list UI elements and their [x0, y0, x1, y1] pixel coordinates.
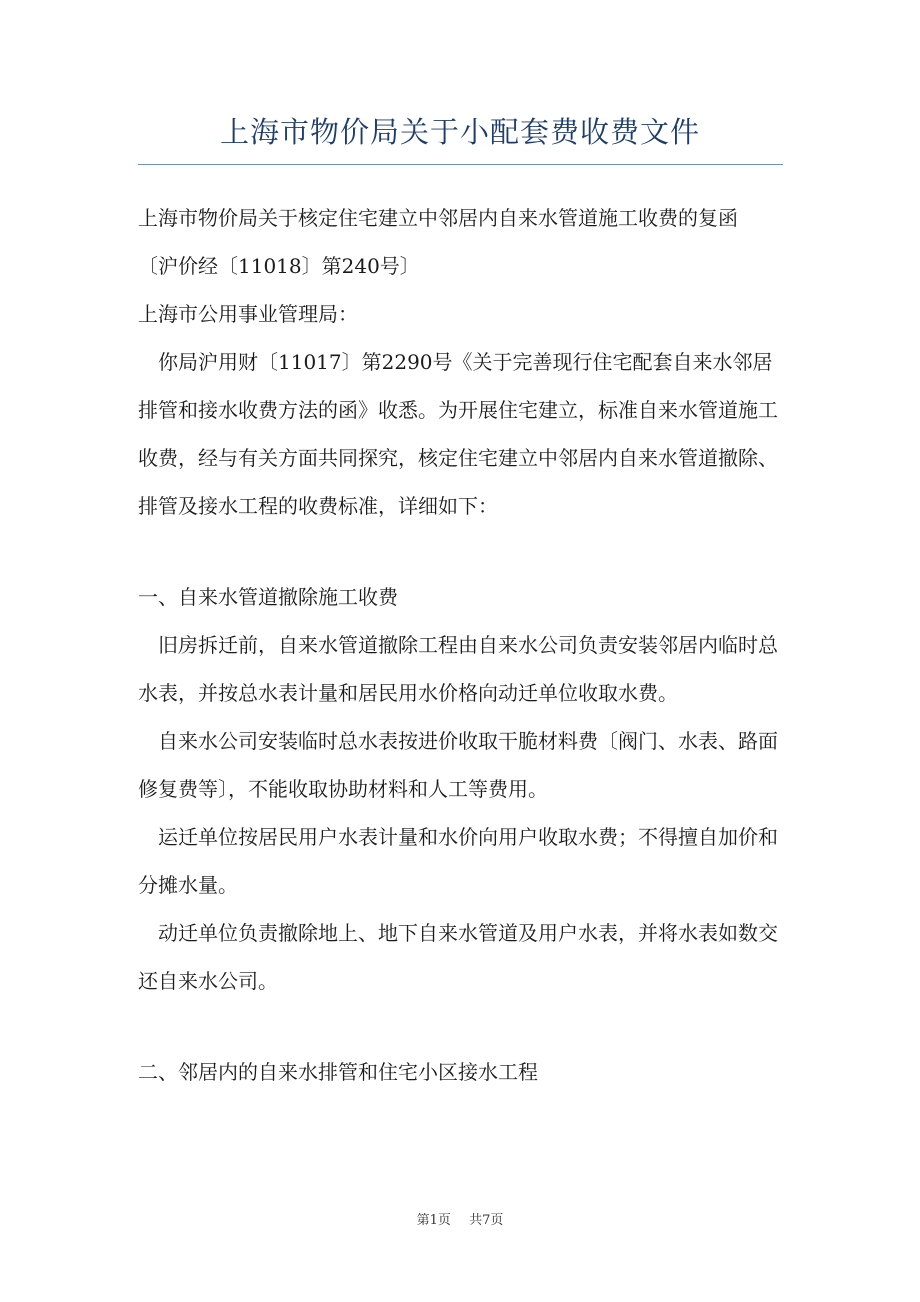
document-title: 上海市物价局关于小配套费收费文件 — [219, 115, 700, 149]
section-spacer — [138, 530, 788, 573]
section-1-paragraph: 自来水公司安装临时总水表按进价收取干脆材料费〔阀门、水表、路面修复费等〕，不能收取协助材料和人工等费用。 — [138, 729, 778, 801]
page-footer — [0, 1209, 920, 1228]
reply-heading: 上海市物价局关于核定住宅建立中邻居内自来水管道施工收费的复函 — [138, 206, 738, 230]
section-1-paragraph: 运迁单位按居民用户水表计量和水价向用户收取水费；不得擅自加价和分摊水量。 — [138, 825, 778, 897]
section-1-heading: 一、自来水管道撤除施工收费 — [138, 585, 398, 609]
document-number: 〔沪价经〔11018〕第240号〕 — [138, 254, 420, 278]
page-number: 第1页 — [416, 1213, 451, 1228]
intro-paragraph: 你局沪用财〔11017〕第2290号《关于完善现行住宅配套自来水邻居排管和接水收费方法的函》收悉。为开展住宅建立，标准自来水管道施工收费，经与有关方面共同探究，核定住宅建立中邻居内自来水管道撤除、排管及接水工程的收费标准，详细如下： — [138, 350, 778, 518]
addressee: 上海市公用事业管理局： — [138, 302, 358, 326]
section-1-paragraph: 动迁单位负责撤除地上、地下自来水管道及用户水表，并将水表如数交还自来水公司。 — [138, 921, 778, 993]
page-total: 共7页 — [469, 1213, 504, 1228]
title-divider — [138, 164, 783, 165]
document-body — [138, 194, 788, 1096]
section-1-paragraph: 旧房拆迁前，自来水管道撤除工程由自来水公司负责安装邻居内临时总水表，并按总水表计量和居民用水价格向动迁单位收取水费。 — [138, 633, 778, 705]
section-2-heading: 二、邻居内的自来水排管和住宅小区接水工程 — [138, 1060, 538, 1084]
section-spacer — [138, 1005, 788, 1048]
